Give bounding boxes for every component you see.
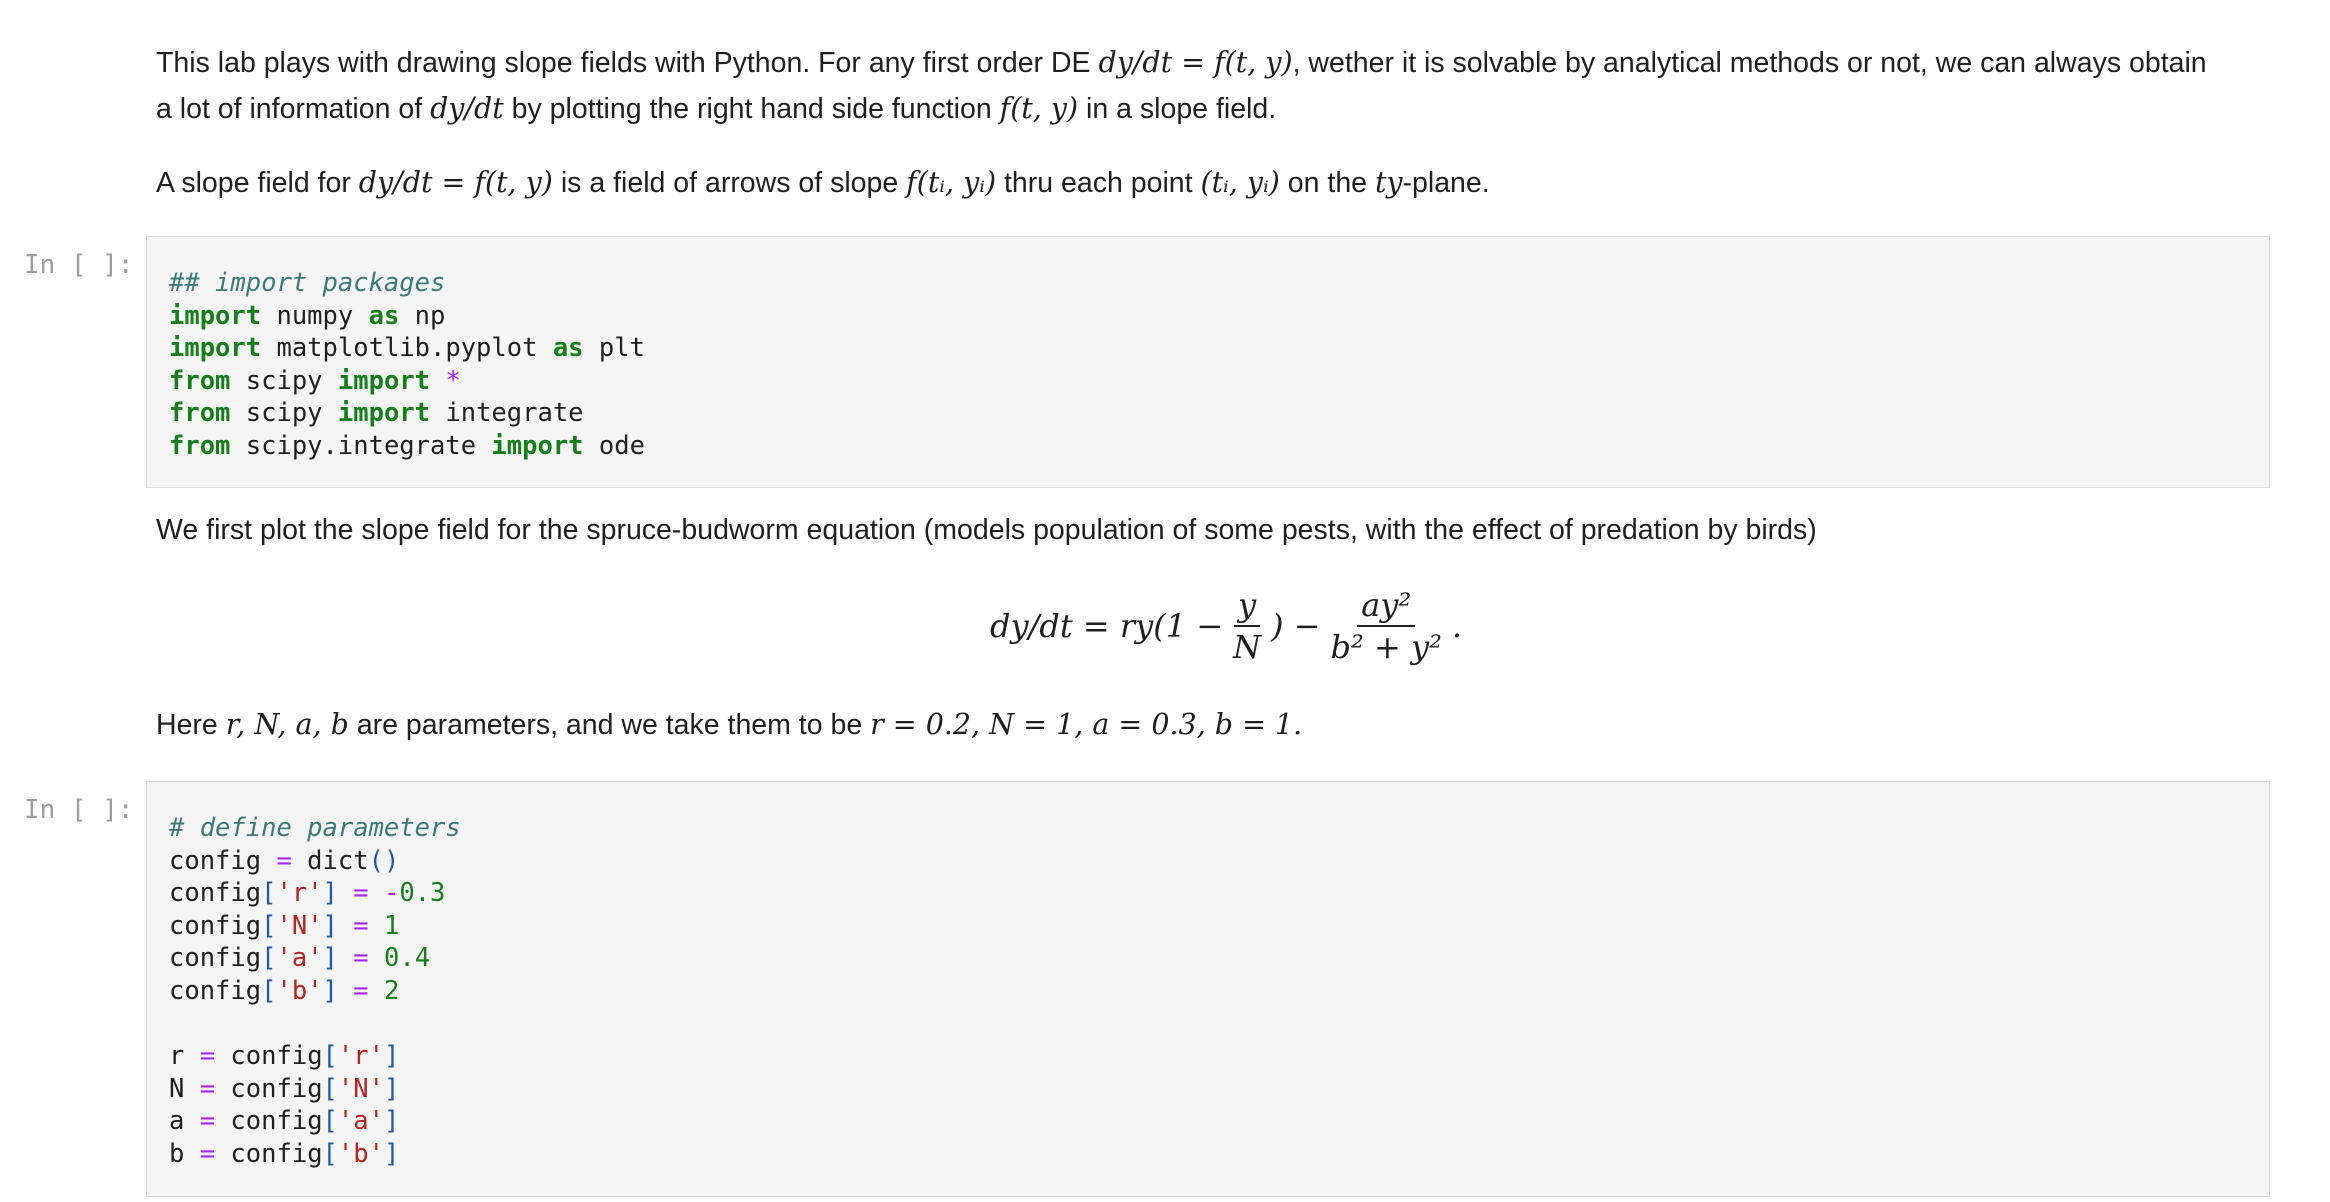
cell-prompt: In [ ]: [24,250,134,280]
math-ty: ty [1374,166,1403,199]
code-cell-imports[interactable] [146,236,2270,488]
code-line: ## import packages [169,268,446,298]
code-line: from scipy import integrate [169,398,584,429]
math-fti-yi: f(tᵢ, yᵢ) [906,166,997,199]
code-line: b = config['b'] [169,1138,400,1169]
math-dydt-eq: dy/dt = f(t, y) [1098,46,1293,79]
code-line: from scipy import * [169,365,461,396]
code-line: config['a'] = 0.4 [169,943,431,974]
code-line: N = config['N'] [169,1073,400,1104]
fraction-predation: $\frac{\text{ay²}}{\text{b² + y²}}$ [1330,586,1442,666]
intro-line-2: a lot of information of dy/dt by plotting the right hand side function f(t, y) in a slope field. [156,92,1277,125]
intro-line-1: This lab plays with drawing slope fields with Python. For any first order DE dy/dt = f(t, y), wether it is solvable by analytical methods or not, we can always obtain [156,46,2207,79]
code-line: import numpy as np [169,300,446,331]
fraction-y-over-n: $\frac{y}{N}$ [1233,586,1262,666]
code-line-blank [169,1008,2247,1041]
code-line: from scipy.integrate import ode [169,430,645,461]
code-line: config = dict() [169,845,400,876]
budworm-intro: We first plot the slope field for the spruce-budworm equation (models population of some pests, with the effect of predation by birds) [156,514,1817,546]
budworm-equation: dy/dt = ry(1 − $\frac{y}{N}$ ) − $\frac{\text{ay²}}{\text{b² + y²}}$ . [990,586,1463,666]
code-editor[interactable] [147,782,2269,1171]
code-line: r = config['r'] [169,1041,400,1072]
code-line: # define parameters [169,813,461,843]
math-fty: f(t, y) [999,92,1079,125]
code-cell-parameters[interactable] [146,781,2270,1197]
math-param-names: r, N, a, b [225,708,349,741]
params-text: Here r, N, a, b are parameters, and we take them to be r = 0.2, N = 1, a = 0.3, b = 1. [156,708,1303,741]
intro-line-3: A slope field for dy/dt = f(t, y) is a field of arrows of slope f(tᵢ, yᵢ) thru each point (tᵢ, yᵢ) on the ty-plane. [156,166,1490,199]
math-dydt: dy/dt [430,92,504,125]
markdown-cell-intro[interactable] [156,40,2290,206]
code-line: import matplotlib.pyplot as plt [169,333,645,364]
code-line: a = config['a'] [169,1106,400,1137]
math-param-values: r = 0.2, N = 1, a = 0.3, b = 1. [870,708,1303,741]
code-editor[interactable] [147,237,2269,463]
code-line: config['N'] = 1 [169,910,400,941]
math-dydt-eq: dy/dt = f(t, y) [358,166,553,199]
markdown-cell-params[interactable] [156,702,2290,748]
math-ti-yi: (tᵢ, yᵢ) [1200,166,1280,199]
code-line: config['b'] = 2 [169,975,400,1006]
code-line: config['r'] = -0.3 [169,878,446,909]
markdown-cell-budworm[interactable] [156,508,2290,553]
cell-prompt: In [ ]: [24,795,134,825]
